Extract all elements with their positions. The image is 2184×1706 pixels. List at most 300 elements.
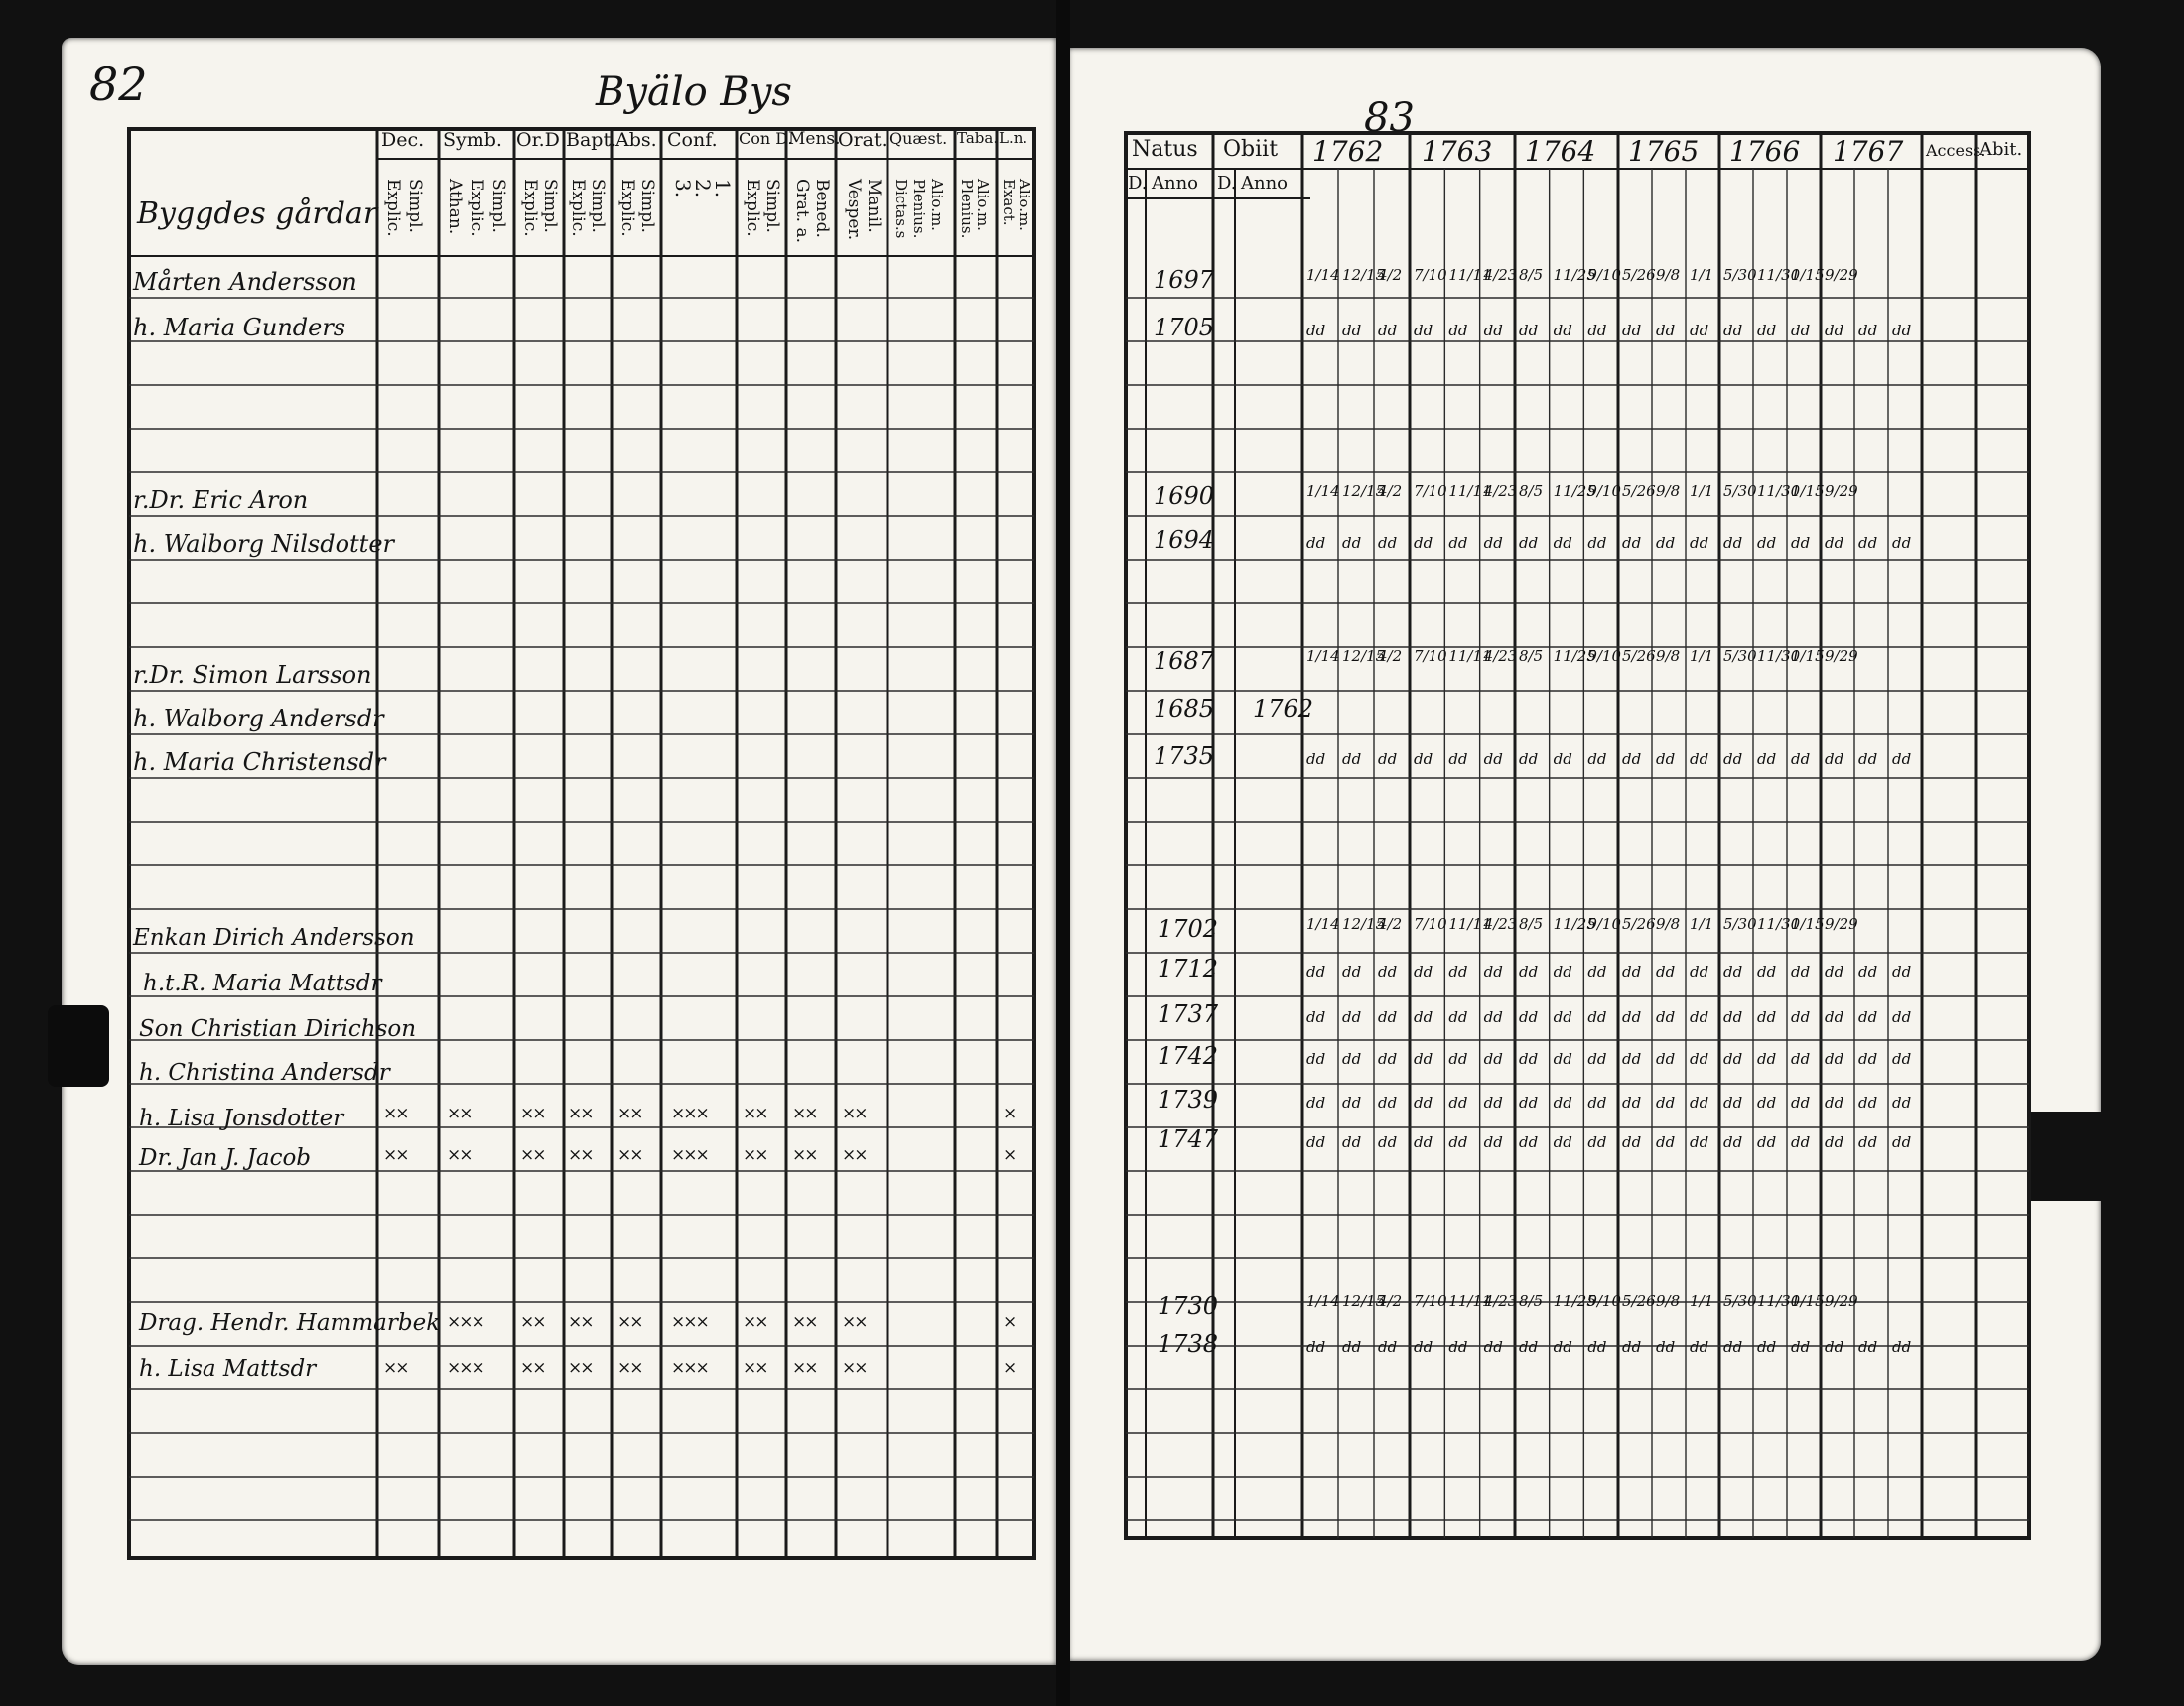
name-entry: h. Lisa Jonsdotter bbox=[139, 1106, 344, 1131]
ditto-mark: dd bbox=[1553, 1050, 1572, 1068]
sub-conf-1: 1. bbox=[711, 179, 735, 198]
ditto-mark: dd bbox=[1757, 1338, 1777, 1356]
ditto-mark: dd bbox=[1622, 750, 1642, 768]
ditto-mark: dd bbox=[1757, 1094, 1777, 1112]
ditto-mark: dd bbox=[1306, 963, 1326, 981]
ditto-mark: dd bbox=[1825, 1338, 1844, 1356]
date-mark: 1/14 bbox=[1306, 1292, 1340, 1310]
ditto-mark: dd bbox=[1414, 963, 1433, 981]
sub-symb-simpl: Simpl. bbox=[488, 179, 508, 233]
ditto-mark: dd bbox=[1587, 1133, 1607, 1151]
year-1764: 1764 bbox=[1525, 135, 1596, 168]
ditto-mark: dd bbox=[1656, 322, 1676, 339]
date-mark: 7/10 bbox=[1414, 1292, 1447, 1310]
date-mark: 1/1 bbox=[1690, 1292, 1714, 1310]
sub-mens-bened: Bened. bbox=[812, 179, 832, 238]
birth-year: 1735 bbox=[1154, 742, 1215, 770]
ditto-mark: dd bbox=[1791, 1050, 1811, 1068]
cross-mark: × bbox=[1003, 1358, 1016, 1378]
birth-year: 1742 bbox=[1158, 1042, 1219, 1070]
name-entry: Mårten Andersson bbox=[133, 268, 357, 296]
sub-quaest-plenius: Plenius. bbox=[910, 179, 928, 239]
ditto-mark: dd bbox=[1519, 1094, 1539, 1112]
date-mark: 4/2 bbox=[1378, 482, 1403, 500]
header-natus-anno: Anno bbox=[1152, 173, 1199, 194]
ditto-mark: dd bbox=[1690, 322, 1709, 339]
ditto-mark: dd bbox=[1622, 534, 1642, 552]
date-mark: 1/1 bbox=[1690, 915, 1714, 933]
date-mark: 8/5 bbox=[1519, 1292, 1544, 1310]
ditto-mark: dd bbox=[1519, 322, 1539, 339]
ditto-mark: dd bbox=[1723, 1050, 1743, 1068]
ditto-mark: dd bbox=[1306, 1050, 1326, 1068]
sub-ord-explic: Explic. bbox=[520, 179, 540, 237]
ditto-mark: dd bbox=[1622, 1094, 1642, 1112]
date-mark: 9/8 bbox=[1656, 647, 1681, 665]
header-dec: Dec. bbox=[381, 129, 425, 151]
ditto-mark: dd bbox=[1342, 534, 1362, 552]
cross-mark: ×× bbox=[743, 1145, 767, 1165]
ditto-mark: dd bbox=[1690, 963, 1709, 981]
ditto-mark: dd bbox=[1587, 1338, 1607, 1356]
cross-mark: ×× bbox=[617, 1358, 642, 1378]
date-mark: 9/10 bbox=[1587, 266, 1622, 284]
date-mark: 11/25 bbox=[1553, 647, 1596, 665]
birth-year: 1697 bbox=[1154, 266, 1215, 294]
cross-mark: ×× bbox=[383, 1145, 408, 1165]
date-mark: 4/23 bbox=[1483, 482, 1518, 500]
date-mark: 11/30 bbox=[1757, 266, 1801, 284]
ditto-mark: dd bbox=[1757, 1008, 1777, 1026]
ditto-mark: dd bbox=[1656, 534, 1676, 552]
birth-year: 1687 bbox=[1154, 647, 1215, 675]
ditto-mark: dd bbox=[1483, 1094, 1503, 1112]
ditto-mark: dd bbox=[1553, 322, 1572, 339]
ditto-mark: dd bbox=[1587, 963, 1607, 981]
header-conf: Conf. bbox=[667, 129, 718, 151]
date-mark: 11/30 bbox=[1757, 647, 1801, 665]
date-mark: 12/15 bbox=[1342, 915, 1386, 933]
name-entry: h. Maria Christensdr bbox=[133, 748, 386, 776]
name-entry: r.Dr. Eric Aron bbox=[133, 486, 309, 514]
sub-abs-explic: Explic. bbox=[617, 179, 637, 237]
ditto-mark: dd bbox=[1448, 1008, 1468, 1026]
ditto-mark: dd bbox=[1448, 1133, 1468, 1151]
cross-mark: ×× bbox=[792, 1312, 817, 1332]
ditto-mark: dd bbox=[1892, 534, 1912, 552]
date-mark: 11/11 bbox=[1448, 1292, 1492, 1310]
date-mark: 5/30 bbox=[1723, 915, 1757, 933]
ditto-mark: dd bbox=[1378, 1008, 1398, 1026]
date-mark: 1/1 bbox=[1690, 647, 1714, 665]
sub-symb-athan: Athan. bbox=[445, 179, 465, 235]
date-mark: 1/14 bbox=[1306, 266, 1340, 284]
ditto-mark: dd bbox=[1448, 750, 1468, 768]
ditto-mark: dd bbox=[1306, 1338, 1326, 1356]
date-mark: 7/10 bbox=[1414, 266, 1447, 284]
cross-mark: ×× bbox=[447, 1104, 472, 1123]
ditto-mark: dd bbox=[1378, 1050, 1398, 1068]
date-mark: 4/2 bbox=[1378, 266, 1403, 284]
ditto-mark: dd bbox=[1791, 963, 1811, 981]
cross-mark: ××× bbox=[671, 1145, 708, 1165]
header-obiit: Obiit bbox=[1223, 137, 1279, 162]
ditto-mark: dd bbox=[1622, 1338, 1642, 1356]
ditto-mark: dd bbox=[1892, 1008, 1912, 1026]
ditto-mark: dd bbox=[1519, 750, 1539, 768]
ditto-mark: dd bbox=[1378, 322, 1398, 339]
cross-mark: ×× bbox=[842, 1312, 867, 1332]
date-mark: 4/2 bbox=[1378, 1292, 1403, 1310]
ditto-mark: dd bbox=[1825, 1050, 1844, 1068]
date-mark: 7/10 bbox=[1414, 647, 1447, 665]
year-1767: 1767 bbox=[1833, 135, 1904, 168]
date-mark: 4/23 bbox=[1483, 915, 1518, 933]
date-mark: 1/15 bbox=[1791, 482, 1825, 500]
ditto-mark: dd bbox=[1483, 1008, 1503, 1026]
ditto-mark: dd bbox=[1858, 534, 1878, 552]
date-mark: 5/30 bbox=[1723, 647, 1757, 665]
ditto-mark: dd bbox=[1448, 1050, 1468, 1068]
date-mark: 11/25 bbox=[1553, 1292, 1596, 1310]
ditto-mark: dd bbox=[1723, 1133, 1743, 1151]
left-folio-number: 82 bbox=[89, 58, 148, 111]
ditto-mark: dd bbox=[1656, 1338, 1676, 1356]
ditto-mark: dd bbox=[1791, 1008, 1811, 1026]
date-mark: 7/10 bbox=[1414, 482, 1447, 500]
name-entry: r.Dr. Simon Larsson bbox=[133, 661, 372, 689]
ditto-mark: dd bbox=[1414, 322, 1433, 339]
header-symb: Symb. bbox=[443, 129, 502, 151]
birth-year: 1705 bbox=[1154, 314, 1215, 341]
ditto-mark: dd bbox=[1483, 322, 1503, 339]
cross-mark: ×× bbox=[520, 1358, 545, 1378]
sub-taba-plenius: Plenius. bbox=[958, 179, 976, 239]
date-mark: 11/11 bbox=[1448, 482, 1492, 500]
ditto-mark: dd bbox=[1622, 1133, 1642, 1151]
sub-taba-alio: Alio.m. bbox=[974, 179, 992, 231]
date-mark: 9/29 bbox=[1825, 266, 1858, 284]
sub-ord-simpl: Simpl. bbox=[540, 179, 560, 233]
cross-mark: ×× bbox=[792, 1358, 817, 1378]
ditto-mark: dd bbox=[1656, 963, 1676, 981]
cross-mark: × bbox=[1003, 1312, 1016, 1332]
ditto-mark: dd bbox=[1587, 1094, 1607, 1112]
date-mark: 12/15 bbox=[1342, 266, 1386, 284]
ditto-mark: dd bbox=[1553, 534, 1572, 552]
header-taba: Taba. bbox=[957, 129, 999, 147]
header-bapt: Bapt. bbox=[566, 129, 617, 151]
ditto-mark: dd bbox=[1825, 750, 1844, 768]
date-mark: 1/15 bbox=[1791, 647, 1825, 665]
date-mark: 9/8 bbox=[1656, 266, 1681, 284]
ditto-mark: dd bbox=[1553, 1338, 1572, 1356]
ditto-mark: dd bbox=[1483, 963, 1503, 981]
date-mark: 11/30 bbox=[1757, 482, 1801, 500]
date-mark: 1/1 bbox=[1690, 482, 1714, 500]
date-mark: 9/8 bbox=[1656, 1292, 1681, 1310]
cross-mark: ×× bbox=[568, 1358, 593, 1378]
ditto-mark: dd bbox=[1587, 322, 1607, 339]
date-mark: 9/10 bbox=[1587, 915, 1622, 933]
date-mark: 5/26 bbox=[1622, 482, 1656, 500]
ditto-mark: dd bbox=[1483, 1133, 1503, 1151]
right-folio-number: 83 bbox=[1364, 95, 1415, 141]
ditto-mark: dd bbox=[1690, 534, 1709, 552]
ditto-mark: dd bbox=[1553, 963, 1572, 981]
ditto-mark: dd bbox=[1414, 1050, 1433, 1068]
ditto-mark: dd bbox=[1519, 963, 1539, 981]
cross-mark: ×× bbox=[568, 1312, 593, 1332]
ditto-mark: dd bbox=[1622, 1008, 1642, 1026]
ditto-mark: dd bbox=[1825, 1008, 1844, 1026]
ditto-mark: dd bbox=[1378, 1094, 1398, 1112]
ditto-mark: dd bbox=[1414, 750, 1433, 768]
ditto-mark: dd bbox=[1690, 1094, 1709, 1112]
name-entry: Dr. Jan J. Jacob bbox=[139, 1145, 312, 1171]
year-1763: 1763 bbox=[1422, 135, 1493, 168]
cross-mark: ××× bbox=[671, 1312, 708, 1332]
date-mark: 7/10 bbox=[1414, 915, 1447, 933]
ditto-mark: dd bbox=[1378, 1133, 1398, 1151]
sub-quaest-dictas: Dictas.s bbox=[892, 179, 910, 239]
sub-bapt-explic: Explic. bbox=[568, 179, 588, 237]
ditto-mark: dd bbox=[1483, 1050, 1503, 1068]
ditto-mark: dd bbox=[1791, 1094, 1811, 1112]
ditto-mark: dd bbox=[1757, 963, 1777, 981]
ditto-mark: dd bbox=[1414, 1008, 1433, 1026]
date-mark: 9/8 bbox=[1656, 915, 1681, 933]
ditto-mark: dd bbox=[1519, 1050, 1539, 1068]
cross-mark: ×× bbox=[383, 1358, 408, 1378]
date-mark: 9/10 bbox=[1587, 1292, 1622, 1310]
cross-mark: ×× bbox=[568, 1104, 593, 1123]
cross-mark: ××× bbox=[671, 1104, 708, 1123]
ditto-mark: dd bbox=[1892, 1133, 1912, 1151]
ditto-mark: dd bbox=[1306, 750, 1326, 768]
sub-cond-simpl: Simpl. bbox=[762, 179, 782, 233]
ditto-mark: dd bbox=[1825, 322, 1844, 339]
ditto-mark: dd bbox=[1306, 1133, 1326, 1151]
ditto-mark: dd bbox=[1519, 1133, 1539, 1151]
ditto-mark: dd bbox=[1448, 534, 1468, 552]
ditto-mark: dd bbox=[1342, 1008, 1362, 1026]
birth-year: 1737 bbox=[1158, 1000, 1219, 1028]
ditto-mark: dd bbox=[1892, 750, 1912, 768]
date-mark: 9/29 bbox=[1825, 1292, 1858, 1310]
cross-mark: ××× bbox=[447, 1312, 483, 1332]
ditto-mark: dd bbox=[1587, 534, 1607, 552]
cross-mark: × bbox=[1003, 1145, 1016, 1165]
date-mark: 8/5 bbox=[1519, 482, 1544, 500]
ditto-mark: dd bbox=[1519, 1008, 1539, 1026]
ditto-mark: dd bbox=[1656, 1008, 1676, 1026]
ditto-mark: dd bbox=[1342, 1133, 1362, 1151]
name-entry: Enkan Dirich Andersson bbox=[133, 925, 415, 951]
name-entry: h. Christina Andersdr bbox=[139, 1060, 390, 1086]
ditto-mark: dd bbox=[1825, 1133, 1844, 1151]
date-mark: 4/2 bbox=[1378, 647, 1403, 665]
sub-orat-manil: Manil. bbox=[864, 179, 884, 233]
date-mark: 1/15 bbox=[1791, 1292, 1825, 1310]
cross-mark: ×× bbox=[383, 1104, 408, 1123]
death-year: 1762 bbox=[1253, 695, 1314, 722]
ditto-mark: dd bbox=[1587, 750, 1607, 768]
sub-dec-explic: Explic. bbox=[383, 179, 403, 237]
ditto-mark: dd bbox=[1448, 322, 1468, 339]
cross-mark: ×× bbox=[842, 1145, 867, 1165]
date-mark: 5/30 bbox=[1723, 266, 1757, 284]
ditto-mark: dd bbox=[1858, 1050, 1878, 1068]
ditto-mark: dd bbox=[1892, 322, 1912, 339]
parish-heading: Byälo Bys bbox=[596, 69, 792, 115]
row-title: Byggdes gårdar bbox=[137, 197, 378, 231]
sub-cond-explic: Explic. bbox=[743, 179, 762, 237]
header-natus-d: D. bbox=[1128, 173, 1148, 194]
header-abiit: Abit. bbox=[1979, 139, 2023, 160]
ditto-mark: dd bbox=[1858, 1094, 1878, 1112]
sub-dec-simpl: Simpl. bbox=[405, 179, 425, 233]
ditto-mark: dd bbox=[1656, 1050, 1676, 1068]
cross-mark: ×× bbox=[743, 1358, 767, 1378]
ditto-mark: dd bbox=[1858, 322, 1878, 339]
date-mark: 1/14 bbox=[1306, 647, 1340, 665]
cross-mark: ×× bbox=[617, 1104, 642, 1123]
cross-mark: × bbox=[1003, 1104, 1016, 1123]
ditto-mark: dd bbox=[1825, 963, 1844, 981]
date-mark: 8/5 bbox=[1519, 266, 1544, 284]
ditto-mark: dd bbox=[1690, 1338, 1709, 1356]
header-obiit-anno: Anno bbox=[1241, 173, 1289, 194]
header-abs: Abs. bbox=[615, 129, 657, 151]
ditto-mark: dd bbox=[1553, 1008, 1572, 1026]
ditto-mark: dd bbox=[1342, 750, 1362, 768]
sub-mens-grat: Grat. a. bbox=[792, 179, 812, 244]
ditto-mark: dd bbox=[1690, 1008, 1709, 1026]
sub-bapt-simpl: Simpl. bbox=[588, 179, 608, 233]
ditto-mark: dd bbox=[1378, 1338, 1398, 1356]
sub-ln-exact: Exact. bbox=[1000, 179, 1018, 226]
ditto-mark: dd bbox=[1656, 1133, 1676, 1151]
ditto-mark: dd bbox=[1791, 750, 1811, 768]
cross-mark: ×× bbox=[743, 1312, 767, 1332]
ditto-mark: dd bbox=[1622, 322, 1642, 339]
date-mark: 5/30 bbox=[1723, 482, 1757, 500]
date-mark: 12/15 bbox=[1342, 482, 1386, 500]
name-entry: h. Walborg Nilsdotter bbox=[133, 530, 395, 558]
ditto-mark: dd bbox=[1342, 963, 1362, 981]
ditto-mark: dd bbox=[1414, 1338, 1433, 1356]
date-mark: 8/5 bbox=[1519, 915, 1544, 933]
date-mark: 11/11 bbox=[1448, 915, 1492, 933]
ditto-mark: dd bbox=[1723, 1338, 1743, 1356]
cross-mark: ×× bbox=[743, 1104, 767, 1123]
ditto-mark: dd bbox=[1757, 534, 1777, 552]
date-mark: 11/25 bbox=[1553, 482, 1596, 500]
ditto-mark: dd bbox=[1587, 1050, 1607, 1068]
ditto-mark: dd bbox=[1342, 1338, 1362, 1356]
ditto-mark: dd bbox=[1791, 534, 1811, 552]
cross-mark: ×× bbox=[568, 1145, 593, 1165]
ditto-mark: dd bbox=[1587, 1008, 1607, 1026]
ditto-mark: dd bbox=[1306, 1094, 1326, 1112]
ditto-mark: dd bbox=[1723, 963, 1743, 981]
ditto-mark: dd bbox=[1553, 750, 1572, 768]
date-mark: 5/26 bbox=[1622, 266, 1656, 284]
cross-mark: ×× bbox=[520, 1312, 545, 1332]
date-mark: 12/15 bbox=[1342, 647, 1386, 665]
date-mark: 1/14 bbox=[1306, 482, 1340, 500]
header-ord: Or.D bbox=[516, 129, 560, 151]
birth-year: 1685 bbox=[1154, 695, 1215, 722]
sub-quaest-alio: Alio.m. bbox=[928, 179, 946, 231]
ditto-mark: dd bbox=[1791, 1133, 1811, 1151]
date-mark: 4/23 bbox=[1483, 647, 1518, 665]
ditto-mark: dd bbox=[1723, 534, 1743, 552]
cross-mark: ××× bbox=[671, 1358, 708, 1378]
cross-mark: ×× bbox=[520, 1104, 545, 1123]
date-mark: 9/29 bbox=[1825, 482, 1858, 500]
ditto-mark: dd bbox=[1757, 1133, 1777, 1151]
cross-mark: ×× bbox=[617, 1145, 642, 1165]
name-entry: h.t.R. Maria Mattsdr bbox=[143, 971, 382, 996]
ditto-mark: dd bbox=[1306, 1008, 1326, 1026]
date-mark: 9/10 bbox=[1587, 482, 1622, 500]
cross-mark: ×× bbox=[447, 1145, 472, 1165]
year-1766: 1766 bbox=[1729, 135, 1801, 168]
ditto-mark: dd bbox=[1378, 750, 1398, 768]
date-mark: 5/26 bbox=[1622, 915, 1656, 933]
ditto-mark: dd bbox=[1306, 322, 1326, 339]
ditto-mark: dd bbox=[1553, 1094, 1572, 1112]
date-mark: 5/26 bbox=[1622, 647, 1656, 665]
ditto-mark: dd bbox=[1656, 1094, 1676, 1112]
ditto-mark: dd bbox=[1622, 963, 1642, 981]
date-mark: 9/10 bbox=[1587, 647, 1622, 665]
name-entry: h. Lisa Mattsdr bbox=[139, 1356, 317, 1381]
cross-mark: ×× bbox=[792, 1145, 817, 1165]
ditto-mark: dd bbox=[1858, 963, 1878, 981]
ditto-mark: dd bbox=[1791, 322, 1811, 339]
ditto-mark: dd bbox=[1414, 1133, 1433, 1151]
ditto-mark: dd bbox=[1519, 1338, 1539, 1356]
sub-abs-simpl: Simpl. bbox=[637, 179, 657, 233]
sub-conf-2: 2. bbox=[691, 179, 715, 198]
ditto-mark: dd bbox=[1483, 1338, 1503, 1356]
ditto-mark: dd bbox=[1892, 1050, 1912, 1068]
cross-mark: ×× bbox=[617, 1312, 642, 1332]
year-1762: 1762 bbox=[1312, 135, 1384, 168]
ditto-mark: dd bbox=[1622, 1050, 1642, 1068]
birth-year: 1738 bbox=[1158, 1330, 1219, 1358]
ditto-mark: dd bbox=[1378, 963, 1398, 981]
ditto-mark: dd bbox=[1858, 1338, 1878, 1356]
birth-year: 1747 bbox=[1158, 1125, 1219, 1153]
ditto-mark: dd bbox=[1690, 750, 1709, 768]
ditto-mark: dd bbox=[1448, 963, 1468, 981]
date-mark: 4/23 bbox=[1483, 266, 1518, 284]
sub-ln-alio: Alio.m. bbox=[1016, 179, 1033, 231]
ditto-mark: dd bbox=[1858, 1133, 1878, 1151]
ditto-mark: dd bbox=[1825, 1094, 1844, 1112]
header-orat: Orat. bbox=[838, 129, 887, 151]
ditto-mark: dd bbox=[1723, 750, 1743, 768]
header-accessit: Access. bbox=[1926, 141, 1986, 160]
date-mark: 1/14 bbox=[1306, 915, 1340, 933]
date-mark: 11/25 bbox=[1553, 915, 1596, 933]
date-mark: 5/26 bbox=[1622, 1292, 1656, 1310]
date-mark: 9/8 bbox=[1656, 482, 1681, 500]
